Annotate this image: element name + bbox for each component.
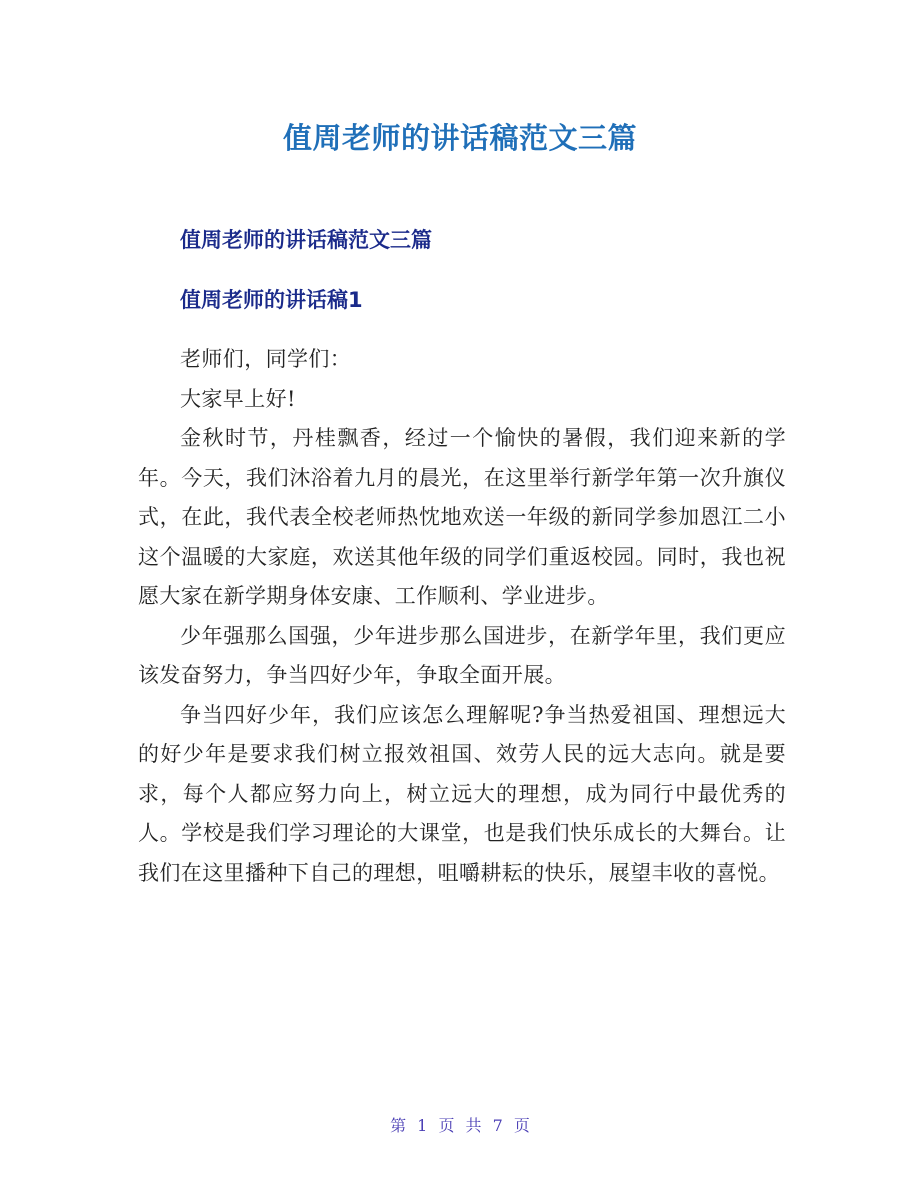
- body-paragraph: 少年强那么国强，少年进步那么国进步，在新学年里，我们更应该发奋努力，争当四好少年，争取全面开展。: [138, 623, 786, 687]
- body-paragraph: 金秋时节，丹桂飘香，经过一个愉快的暑假，我们迎来新的学年。今天，我们沐浴着九月的晨光，在这里举行新学年第一次升旗仪式，在此，我代表全校老师热忱地欢送一年级的新同学参加恩江二小这个温暖的大家庭，欢送其他年级的同学们重返校园。同时，我也祝愿大家在新学期身体安康、工作顺利、学业进步。: [138, 426, 786, 608]
- body-paragraph: 争当四好少年，我们应该怎么理解呢?争当热爱祖国、理想远大的好少年是要求我们树立报效祖国、效劳人民的远大志向。就是要求，每个人都应努力向上，树立远大的理想，成为同行中最优秀的人。学校是我们学习理论的大课堂，也是我们快乐成长的大舞台。让我们在这里播种下自己的理想，咀嚼耕耘的快乐，展望丰收的喜悦。: [138, 702, 786, 885]
- document-title: 值周老师的讲话稿范文三篇: [282, 121, 637, 155]
- document-body: [138, 340, 786, 893]
- document-subtitle: 值周老师的讲话稿范文三篇: [180, 228, 432, 252]
- salutation-paragraph: 老师们，同学们：: [180, 347, 352, 371]
- section-heading: 值周老师的讲话稿1: [180, 288, 363, 312]
- greeting-paragraph: 大家早上好!: [180, 386, 296, 411]
- page-footer: 第 1 页 共 7 页: [390, 1116, 530, 1135]
